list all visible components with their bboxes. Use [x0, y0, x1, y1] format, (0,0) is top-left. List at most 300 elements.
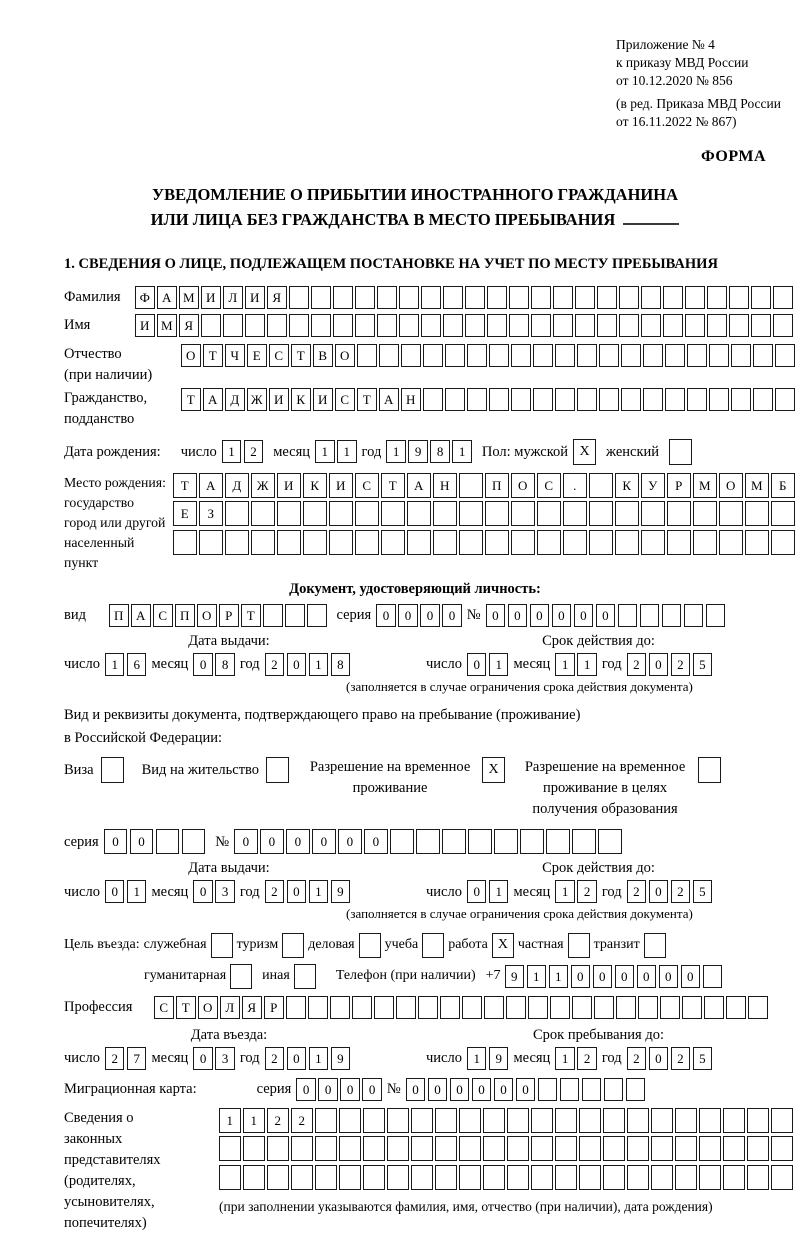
char-cell[interactable]: 2 — [265, 1047, 285, 1070]
char-cell[interactable]: П — [485, 473, 509, 498]
char-cell[interactable]: П — [175, 604, 195, 627]
purpose-transit-checkbox[interactable] — [644, 933, 666, 958]
char-cell[interactable] — [531, 314, 551, 337]
char-cell[interactable]: С — [269, 344, 289, 367]
char-cell[interactable] — [627, 1108, 649, 1133]
char-cell[interactable]: 5 — [693, 653, 713, 676]
char-cell[interactable]: С — [335, 388, 355, 411]
char-cell[interactable]: 2 — [265, 880, 285, 903]
char-cell[interactable]: 0 — [234, 829, 258, 854]
char-cell[interactable]: И — [245, 286, 265, 309]
char-cell[interactable] — [363, 1108, 385, 1133]
char-cell[interactable] — [433, 530, 457, 555]
char-cell[interactable] — [443, 286, 463, 309]
char-cell[interactable] — [745, 530, 769, 555]
char-cell[interactable] — [619, 314, 639, 337]
char-cell[interactable] — [303, 530, 327, 555]
char-cell[interactable] — [289, 286, 309, 309]
char-cell[interactable] — [704, 996, 724, 1019]
char-cell[interactable] — [537, 530, 561, 555]
char-cell[interactable]: О — [335, 344, 355, 367]
char-cell[interactable] — [771, 1136, 793, 1161]
char-cell[interactable]: 6 — [127, 653, 147, 676]
char-cell[interactable] — [330, 996, 350, 1019]
char-cell[interactable]: 0 — [649, 1047, 669, 1070]
char-cell[interactable] — [315, 1165, 337, 1190]
char-cell[interactable]: 1 — [105, 653, 125, 676]
char-cell[interactable] — [411, 1165, 433, 1190]
purpose-service-checkbox[interactable] — [211, 933, 233, 958]
char-cell[interactable] — [355, 286, 375, 309]
char-cell[interactable]: Ч — [225, 344, 245, 367]
char-cell[interactable]: 0 — [398, 604, 418, 627]
char-cell[interactable]: Т — [357, 388, 377, 411]
char-cell[interactable] — [396, 996, 416, 1019]
char-cell[interactable] — [416, 829, 440, 854]
char-cell[interactable]: 0 — [552, 604, 572, 627]
char-cell[interactable]: О — [511, 473, 535, 498]
char-cell[interactable]: П — [109, 604, 129, 627]
char-cell[interactable] — [531, 1136, 553, 1161]
char-cell[interactable] — [555, 1108, 577, 1133]
char-cell[interactable]: 2 — [265, 653, 285, 676]
char-cell[interactable] — [599, 344, 619, 367]
char-cell[interactable]: 0 — [287, 880, 307, 903]
char-cell[interactable]: 9 — [331, 880, 351, 903]
char-cell[interactable] — [243, 1165, 265, 1190]
char-cell[interactable]: Р — [264, 996, 284, 1019]
char-cell[interactable] — [665, 388, 685, 411]
char-cell[interactable]: Т — [291, 344, 311, 367]
char-cell[interactable]: 0 — [364, 829, 388, 854]
char-cell[interactable] — [627, 1136, 649, 1161]
char-cell[interactable]: 0 — [428, 1078, 448, 1101]
char-cell[interactable] — [219, 1136, 241, 1161]
char-cell[interactable] — [507, 1165, 529, 1190]
purpose-other-checkbox[interactable] — [294, 964, 316, 989]
char-cell[interactable] — [729, 314, 749, 337]
char-cell[interactable] — [411, 1108, 433, 1133]
char-cell[interactable] — [563, 501, 587, 526]
char-cell[interactable]: А — [131, 604, 151, 627]
char-cell[interactable] — [773, 286, 793, 309]
char-cell[interactable]: Т — [203, 344, 223, 367]
char-cell[interactable] — [709, 344, 729, 367]
char-cell[interactable] — [407, 501, 431, 526]
char-cell[interactable] — [667, 501, 691, 526]
char-cell[interactable] — [723, 1165, 745, 1190]
char-cell[interactable]: Я — [242, 996, 262, 1019]
char-cell[interactable]: 1 — [555, 653, 575, 676]
char-cell[interactable] — [687, 388, 707, 411]
char-cell[interactable]: 1 — [309, 1047, 329, 1070]
char-cell[interactable] — [603, 1136, 625, 1161]
char-cell[interactable] — [533, 344, 553, 367]
char-cell[interactable] — [651, 1165, 673, 1190]
char-cell[interactable] — [675, 1165, 697, 1190]
char-cell[interactable]: 0 — [681, 965, 701, 988]
char-cell[interactable]: А — [407, 473, 431, 498]
char-cell[interactable]: С — [154, 996, 174, 1019]
char-cell[interactable] — [291, 1165, 313, 1190]
char-cell[interactable] — [401, 344, 421, 367]
char-cell[interactable] — [225, 501, 249, 526]
char-cell[interactable]: 1 — [337, 440, 357, 463]
char-cell[interactable]: М — [179, 286, 199, 309]
char-cell[interactable]: И — [269, 388, 289, 411]
char-cell[interactable]: 0 — [574, 604, 594, 627]
char-cell[interactable] — [489, 388, 509, 411]
char-cell[interactable] — [303, 501, 327, 526]
char-cell[interactable] — [729, 286, 749, 309]
char-cell[interactable]: 0 — [530, 604, 550, 627]
char-cell[interactable] — [399, 286, 419, 309]
char-cell[interactable] — [775, 388, 795, 411]
char-cell[interactable]: 9 — [331, 1047, 351, 1070]
char-cell[interactable]: О — [719, 473, 743, 498]
char-cell[interactable] — [747, 1165, 769, 1190]
char-cell[interactable] — [459, 1108, 481, 1133]
char-cell[interactable] — [339, 1108, 361, 1133]
char-cell[interactable]: 0 — [340, 1078, 360, 1101]
char-cell[interactable]: 0 — [338, 829, 362, 854]
char-cell[interactable] — [641, 530, 665, 555]
char-cell[interactable] — [225, 530, 249, 555]
char-cell[interactable] — [589, 501, 613, 526]
char-cell[interactable]: 1 — [222, 440, 242, 463]
char-cell[interactable] — [550, 996, 570, 1019]
char-cell[interactable] — [531, 286, 551, 309]
char-cell[interactable] — [445, 388, 465, 411]
char-cell[interactable]: 0 — [508, 604, 528, 627]
char-cell[interactable]: 1 — [386, 440, 406, 463]
char-cell[interactable] — [731, 344, 751, 367]
char-cell[interactable] — [245, 314, 265, 337]
char-cell[interactable] — [511, 530, 535, 555]
char-cell[interactable] — [483, 1136, 505, 1161]
char-cell[interactable]: О — [198, 996, 218, 1019]
purpose-business-checkbox[interactable] — [359, 933, 381, 958]
char-cell[interactable] — [223, 314, 243, 337]
char-cell[interactable] — [640, 604, 660, 627]
char-cell[interactable]: 0 — [376, 604, 396, 627]
char-cell[interactable] — [355, 530, 379, 555]
char-cell[interactable]: 9 — [489, 1047, 509, 1070]
char-cell[interactable] — [627, 1165, 649, 1190]
char-cell[interactable]: 2 — [244, 440, 264, 463]
char-cell[interactable]: 3 — [215, 1047, 235, 1070]
char-cell[interactable]: К — [615, 473, 639, 498]
char-cell[interactable]: 3 — [215, 880, 235, 903]
char-cell[interactable] — [560, 1078, 580, 1101]
char-cell[interactable] — [251, 501, 275, 526]
char-cell[interactable] — [575, 286, 595, 309]
char-cell[interactable] — [594, 996, 614, 1019]
char-cell[interactable]: Е — [173, 501, 197, 526]
char-cell[interactable] — [329, 530, 353, 555]
char-cell[interactable] — [333, 286, 353, 309]
char-cell[interactable]: 0 — [130, 829, 154, 854]
char-cell[interactable]: 1 — [452, 440, 472, 463]
char-cell[interactable] — [251, 530, 275, 555]
char-cell[interactable] — [156, 829, 180, 854]
char-cell[interactable] — [315, 1136, 337, 1161]
char-cell[interactable] — [748, 996, 768, 1019]
char-cell[interactable]: З — [199, 501, 223, 526]
char-cell[interactable] — [511, 388, 531, 411]
char-cell[interactable]: 2 — [627, 1047, 647, 1070]
char-cell[interactable]: 1 — [527, 965, 547, 988]
purpose-tourism-checkbox[interactable] — [282, 933, 304, 958]
char-cell[interactable] — [507, 1136, 529, 1161]
char-cell[interactable]: А — [203, 388, 223, 411]
char-cell[interactable] — [423, 344, 443, 367]
char-cell[interactable] — [604, 1078, 624, 1101]
char-cell[interactable]: Р — [667, 473, 691, 498]
char-cell[interactable]: 2 — [105, 1047, 125, 1070]
char-cell[interactable] — [381, 501, 405, 526]
char-cell[interactable]: 0 — [494, 1078, 514, 1101]
char-cell[interactable]: И — [135, 314, 155, 337]
char-cell[interactable] — [333, 314, 353, 337]
char-cell[interactable] — [459, 473, 483, 498]
char-cell[interactable] — [555, 344, 575, 367]
char-cell[interactable]: 0 — [571, 965, 591, 988]
char-cell[interactable] — [267, 1136, 289, 1161]
char-cell[interactable]: 2 — [267, 1108, 289, 1133]
char-cell[interactable]: В — [313, 344, 333, 367]
char-cell[interactable]: . — [563, 473, 587, 498]
char-cell[interactable] — [182, 829, 206, 854]
char-cell[interactable] — [751, 286, 771, 309]
char-cell[interactable]: 0 — [362, 1078, 382, 1101]
char-cell[interactable]: 2 — [671, 1047, 691, 1070]
edu-residence-checkbox[interactable] — [698, 757, 721, 783]
char-cell[interactable] — [753, 344, 773, 367]
char-cell[interactable] — [243, 1136, 265, 1161]
char-cell[interactable] — [506, 996, 526, 1019]
char-cell[interactable] — [387, 1108, 409, 1133]
char-cell[interactable] — [579, 1165, 601, 1190]
char-cell[interactable]: 2 — [577, 1047, 597, 1070]
char-cell[interactable]: 0 — [442, 604, 462, 627]
char-cell[interactable] — [577, 344, 597, 367]
char-cell[interactable]: 0 — [286, 829, 310, 854]
char-cell[interactable] — [173, 530, 197, 555]
char-cell[interactable]: К — [303, 473, 327, 498]
char-cell[interactable]: 9 — [505, 965, 525, 988]
char-cell[interactable]: 1 — [127, 880, 147, 903]
char-cell[interactable] — [267, 1165, 289, 1190]
char-cell[interactable] — [579, 1136, 601, 1161]
char-cell[interactable] — [684, 604, 704, 627]
char-cell[interactable] — [435, 1136, 457, 1161]
char-cell[interactable] — [485, 501, 509, 526]
char-cell[interactable]: 9 — [408, 440, 428, 463]
char-cell[interactable] — [675, 1108, 697, 1133]
char-cell[interactable]: 7 — [127, 1047, 147, 1070]
char-cell[interactable] — [663, 314, 683, 337]
char-cell[interactable] — [484, 996, 504, 1019]
char-cell[interactable]: 1 — [555, 1047, 575, 1070]
char-cell[interactable] — [459, 1136, 481, 1161]
char-cell[interactable] — [699, 1108, 721, 1133]
char-cell[interactable]: 2 — [577, 880, 597, 903]
char-cell[interactable]: 0 — [318, 1078, 338, 1101]
char-cell[interactable] — [685, 286, 705, 309]
char-cell[interactable] — [357, 344, 377, 367]
char-cell[interactable] — [485, 530, 509, 555]
char-cell[interactable] — [465, 314, 485, 337]
char-cell[interactable]: 1 — [489, 653, 509, 676]
char-cell[interactable] — [511, 344, 531, 367]
char-cell[interactable] — [709, 388, 729, 411]
purpose-private-checkbox[interactable] — [568, 933, 590, 958]
char-cell[interactable]: 2 — [627, 653, 647, 676]
char-cell[interactable]: 0 — [615, 965, 635, 988]
char-cell[interactable]: И — [277, 473, 301, 498]
char-cell[interactable]: К — [291, 388, 311, 411]
char-cell[interactable]: 0 — [659, 965, 679, 988]
char-cell[interactable]: 1 — [467, 1047, 487, 1070]
char-cell[interactable] — [575, 314, 595, 337]
char-cell[interactable]: Т — [241, 604, 261, 627]
char-cell[interactable]: А — [379, 388, 399, 411]
char-cell[interactable] — [379, 344, 399, 367]
char-cell[interactable]: У — [641, 473, 665, 498]
char-cell[interactable]: 0 — [105, 880, 125, 903]
char-cell[interactable] — [467, 388, 487, 411]
char-cell[interactable] — [407, 530, 431, 555]
char-cell[interactable]: С — [537, 473, 561, 498]
char-cell[interactable] — [355, 314, 375, 337]
char-cell[interactable]: 1 — [219, 1108, 241, 1133]
char-cell[interactable]: 0 — [596, 604, 616, 627]
char-cell[interactable]: 0 — [472, 1078, 492, 1101]
char-cell[interactable] — [771, 501, 795, 526]
char-cell[interactable] — [618, 604, 638, 627]
char-cell[interactable]: 2 — [291, 1108, 313, 1133]
char-cell[interactable] — [387, 1165, 409, 1190]
char-cell[interactable] — [494, 829, 518, 854]
char-cell[interactable] — [374, 996, 394, 1019]
char-cell[interactable] — [390, 829, 414, 854]
char-cell[interactable]: 8 — [331, 653, 351, 676]
char-cell[interactable] — [641, 286, 661, 309]
char-cell[interactable]: О — [181, 344, 201, 367]
char-cell[interactable]: Е — [247, 344, 267, 367]
char-cell[interactable] — [285, 604, 305, 627]
char-cell[interactable] — [747, 1136, 769, 1161]
char-cell[interactable] — [682, 996, 702, 1019]
char-cell[interactable] — [621, 344, 641, 367]
purpose-humanitarian-checkbox[interactable] — [230, 964, 252, 989]
char-cell[interactable] — [699, 1165, 721, 1190]
char-cell[interactable]: М — [693, 473, 717, 498]
char-cell[interactable] — [555, 1136, 577, 1161]
char-cell[interactable] — [531, 1165, 553, 1190]
char-cell[interactable] — [643, 388, 663, 411]
char-cell[interactable] — [459, 1165, 481, 1190]
char-cell[interactable]: 0 — [193, 653, 213, 676]
char-cell[interactable]: С — [355, 473, 379, 498]
char-cell[interactable] — [651, 1136, 673, 1161]
char-cell[interactable] — [311, 286, 331, 309]
char-cell[interactable] — [619, 286, 639, 309]
char-cell[interactable]: Н — [433, 473, 457, 498]
char-cell[interactable] — [199, 530, 223, 555]
char-cell[interactable] — [381, 530, 405, 555]
char-cell[interactable] — [459, 501, 483, 526]
purpose-study-checkbox[interactable] — [422, 933, 444, 958]
char-cell[interactable]: Л — [220, 996, 240, 1019]
char-cell[interactable] — [747, 1108, 769, 1133]
char-cell[interactable]: Ж — [247, 388, 267, 411]
char-cell[interactable] — [468, 829, 492, 854]
char-cell[interactable] — [643, 344, 663, 367]
temp-residence-checkbox[interactable]: X — [482, 757, 505, 783]
char-cell[interactable] — [638, 996, 658, 1019]
residence-permit-checkbox[interactable] — [266, 757, 289, 783]
char-cell[interactable]: Р — [219, 604, 239, 627]
char-cell[interactable]: Т — [381, 473, 405, 498]
char-cell[interactable] — [726, 996, 746, 1019]
char-cell[interactable] — [352, 996, 372, 1019]
char-cell[interactable] — [693, 501, 717, 526]
char-cell[interactable] — [483, 1108, 505, 1133]
char-cell[interactable] — [626, 1078, 646, 1101]
char-cell[interactable] — [483, 1165, 505, 1190]
char-cell[interactable]: 0 — [406, 1078, 426, 1101]
char-cell[interactable]: 1 — [549, 965, 569, 988]
char-cell[interactable] — [771, 1108, 793, 1133]
char-cell[interactable] — [308, 996, 328, 1019]
char-cell[interactable] — [745, 501, 769, 526]
char-cell[interactable] — [421, 286, 441, 309]
char-cell[interactable] — [509, 286, 529, 309]
char-cell[interactable]: Ж — [251, 473, 275, 498]
char-cell[interactable]: С — [153, 604, 173, 627]
char-cell[interactable]: 0 — [260, 829, 284, 854]
char-cell[interactable] — [771, 530, 795, 555]
char-cell[interactable] — [219, 1165, 241, 1190]
char-cell[interactable] — [555, 1165, 577, 1190]
char-cell[interactable] — [440, 996, 460, 1019]
char-cell[interactable]: Б — [771, 473, 795, 498]
char-cell[interactable] — [433, 501, 457, 526]
char-cell[interactable]: И — [201, 286, 221, 309]
char-cell[interactable] — [641, 501, 665, 526]
char-cell[interactable] — [703, 965, 723, 988]
purpose-work-checkbox[interactable]: X — [492, 933, 514, 958]
char-cell[interactable]: 0 — [637, 965, 657, 988]
char-cell[interactable] — [660, 996, 680, 1019]
char-cell[interactable] — [773, 314, 793, 337]
char-cell[interactable] — [363, 1136, 385, 1161]
char-cell[interactable] — [509, 314, 529, 337]
char-cell[interactable] — [528, 996, 548, 1019]
char-cell[interactable]: 1 — [577, 653, 597, 676]
char-cell[interactable]: 1 — [309, 880, 329, 903]
char-cell[interactable] — [706, 604, 726, 627]
char-cell[interactable] — [435, 1165, 457, 1190]
char-cell[interactable] — [289, 314, 309, 337]
char-cell[interactable] — [462, 996, 482, 1019]
char-cell[interactable] — [641, 314, 661, 337]
char-cell[interactable]: Т — [181, 388, 201, 411]
char-cell[interactable] — [775, 344, 795, 367]
char-cell[interactable] — [459, 530, 483, 555]
